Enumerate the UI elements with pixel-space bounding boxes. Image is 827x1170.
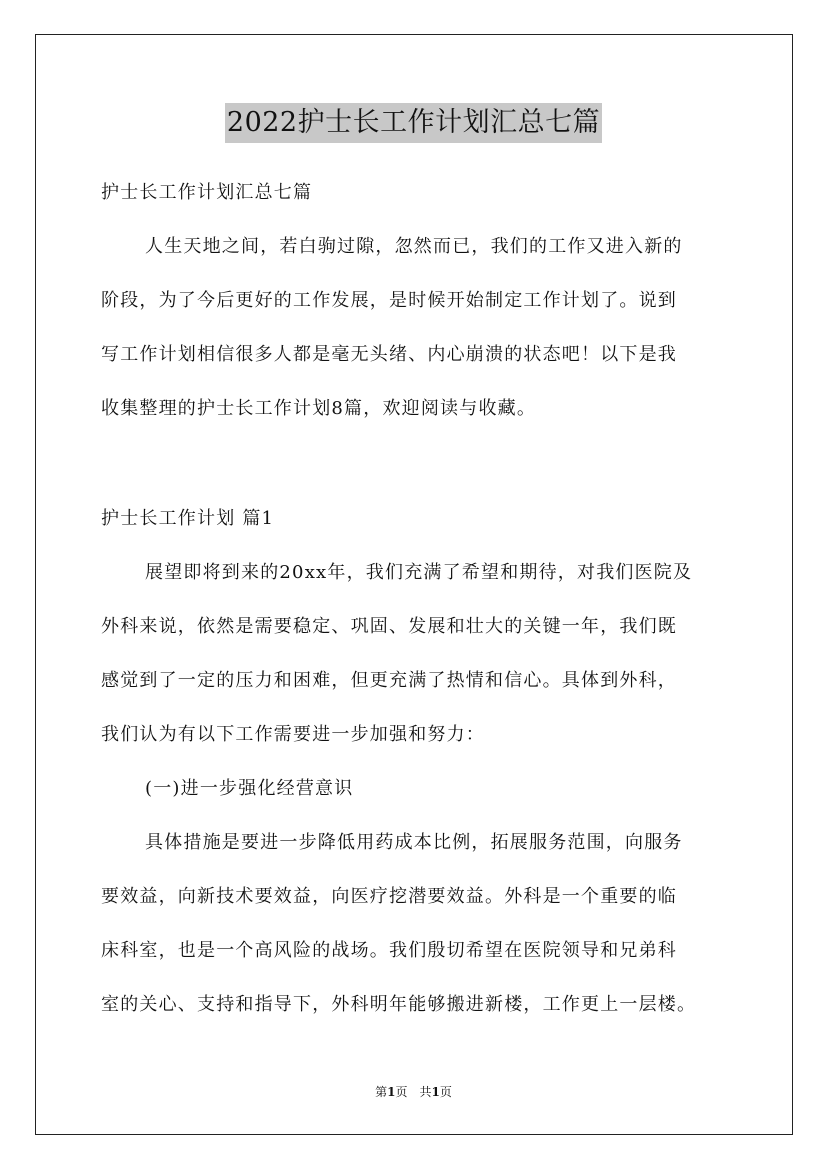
page-prefix: 第	[375, 1085, 388, 1099]
title-container	[0, 103, 827, 143]
intro-line-2: 阶段，为了今后更好的工作发展，是时候开始制定工作计划了。说到	[101, 290, 677, 311]
section-heading: 护士长工作计划 篇1	[101, 508, 275, 529]
subheading: (一)进一步强化经营意识	[145, 778, 354, 799]
document-title: 2022护士长工作计划汇总七篇	[225, 103, 602, 143]
page-footer	[0, 1084, 827, 1100]
para2-line-4: 室的关心、支持和指导下，外科明年能够搬进新楼，工作更上一层楼。	[101, 994, 697, 1015]
page-current: 1	[387, 1085, 396, 1099]
intro-line-4: 收集整理的护士长工作计划8篇，欢迎阅读与收藏。	[101, 398, 537, 419]
para1-line-2: 外科来说，依然是需要稳定、巩固、发展和壮大的关键一年，我们既	[101, 616, 677, 637]
page-suffix: 页	[439, 1085, 452, 1099]
para2-line-2: 要效益，向新技术要效益，向医疗挖潜要效益。外科是一个重要的临	[101, 886, 677, 907]
para1-line-3: 感觉到了一定的压力和困难，但更充满了热情和信心。具体到外科，	[101, 670, 677, 691]
para1-line-4: 我们认为有以下工作需要进一步加强和努力：	[101, 724, 485, 745]
para2-line-1: 具体措施是要进一步降低用药成本比例，拓展服务范围，向服务	[145, 832, 683, 853]
page-mid: 页 共	[395, 1085, 432, 1099]
intro-line-3: 写工作计划相信很多人都是毫无头绪、内心崩溃的状态吧！以下是我	[101, 344, 677, 365]
para1-line-1: 展望即将到来的20xx年，我们充满了希望和期待，对我们医院及	[145, 562, 693, 583]
page-total: 1	[431, 1085, 440, 1099]
document-subtitle: 护士长工作计划汇总七篇	[101, 182, 313, 203]
para2-line-3: 床科室，也是一个高风险的战场。我们殷切希望在医院领导和兄弟科	[101, 940, 677, 961]
intro-line-1: 人生天地之间，若白驹过隙，忽然而已，我们的工作又进入新的	[145, 236, 683, 257]
